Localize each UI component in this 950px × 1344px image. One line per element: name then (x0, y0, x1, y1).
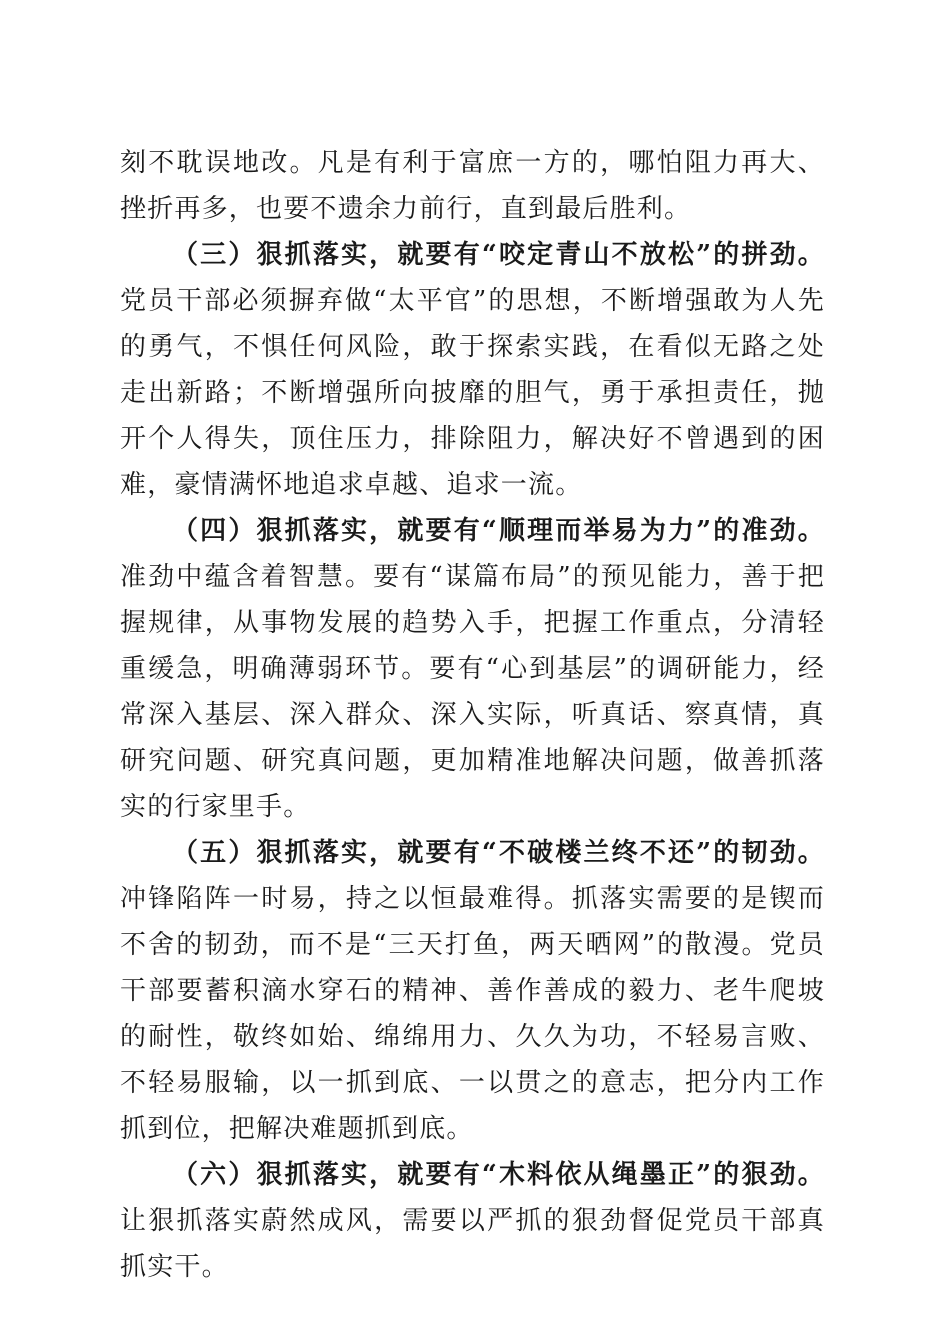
paragraph-continuation (120, 140, 825, 232)
paragraph-text: 冲锋陷阵一时易，持之以恒最难得。抓落实需要的是锲而不舍的韧劲，而不是“三天打鱼，两天晒网”的散漫。党员干部要蓄积滴水穿石的精神、善作善成的毅力、老牛爬坡的耐性，敬终如始、绵绵用力、久久为功，不轻易言败、不轻易服输，以一抓到底、一以贯之的意志，把分内工作抓到位，把解决难题抓到底。 (120, 884, 825, 1144)
paragraph-section-4 (120, 508, 825, 830)
paragraph-heading: （四）狠抓落实，就要有“顺理而举易为力”的准劲。 (172, 516, 825, 546)
paragraph-heading: （三）狠抓落实，就要有“咬定青山不放松”的拼劲。 (172, 240, 825, 270)
paragraph-text: 准劲中蕴含着智慧。要有“谋篇布局”的预见能力，善于把握规律，从事物发展的趋势入手，把握工作重点，分清轻重缓急，明确薄弱环节。要有“心到基层”的调研能力，经常深入基层、深入群众、深入实际，听真话、察真情，真研究问题、研究真问题，更加精准地解决问题，做善抓落实的行家里手。 (120, 562, 825, 822)
paragraph-section-3 (120, 232, 825, 508)
paragraph-text: 让狠抓落实蔚然成风，需要以严抓的狠劲督促党员干部真抓实干。 (120, 1206, 825, 1282)
paragraph-text: 党员干部必须摒弃做“太平官”的思想，不断增强敢为人先的勇气，不惧任何风险，敢于探索实践，在看似无路之处走出新路；不断增强所向披靡的胆气，勇于承担责任，抛开个人得失，顶住压力，排除阻力，解决好不曾遇到的困难，豪情满怀地追求卓越、追求一流。 (120, 286, 825, 500)
paragraph-heading: （五）狠抓落实，就要有“不破楼兰终不还”的韧劲。 (172, 838, 825, 868)
paragraph-heading: （六）狠抓落实，就要有“木料依从绳墨正”的狠劲。 (172, 1160, 825, 1190)
paragraph-section-6 (120, 1152, 825, 1290)
document-body (120, 140, 825, 1290)
paragraph-section-5 (120, 830, 825, 1152)
paragraph-text: 刻不耽误地改。凡是有利于富庶一方的，哪怕阻力再大、挫折再多，也要不遗余力前行，直到最后胜利。 (120, 148, 825, 224)
